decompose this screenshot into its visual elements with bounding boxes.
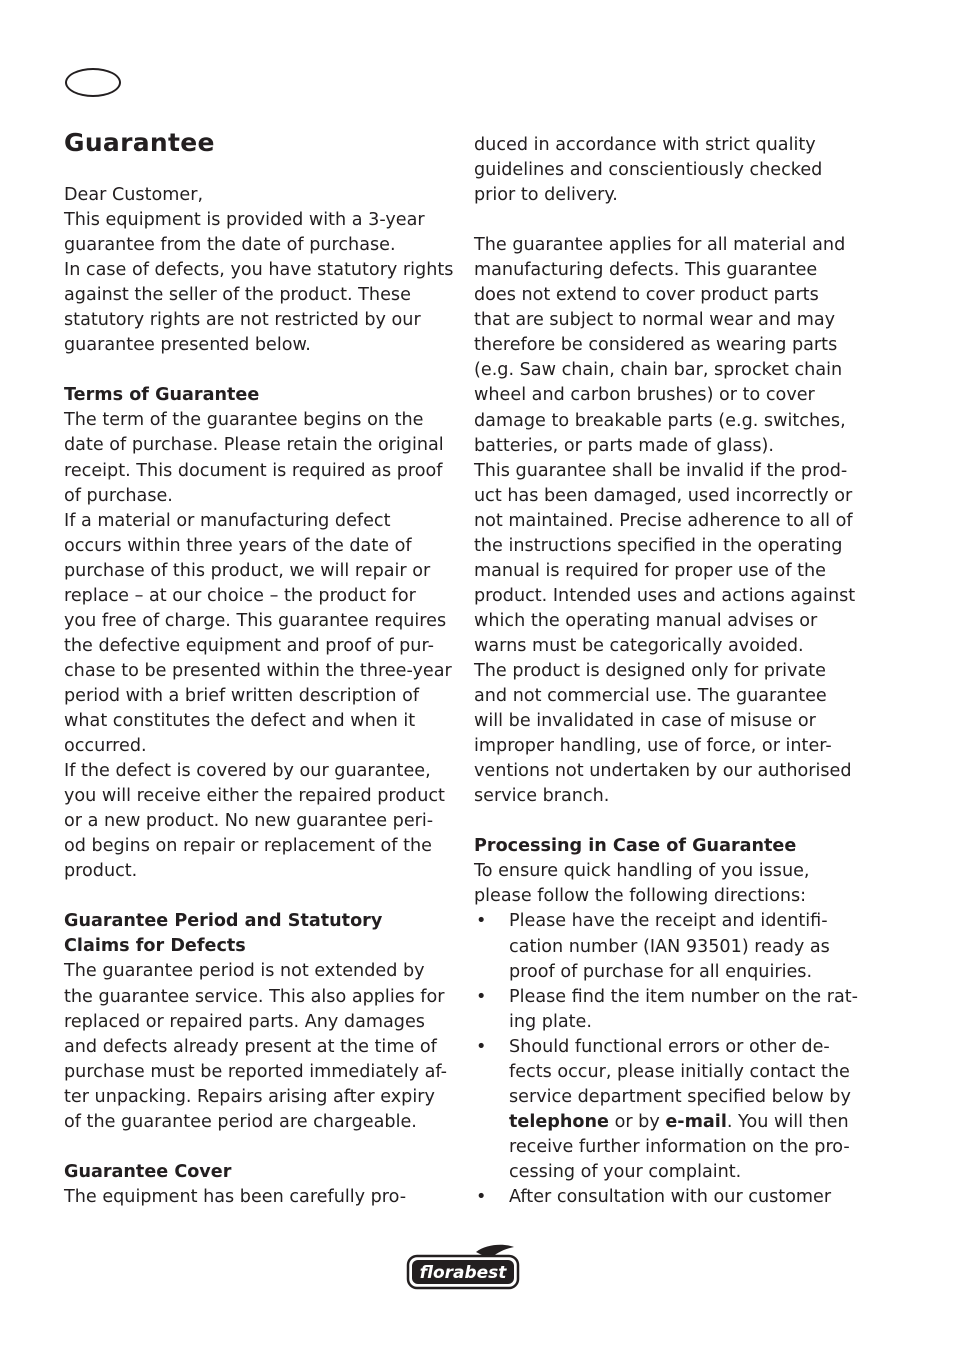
applies-line: (e.g. Saw chain, chain bar, sprocket chain xyxy=(474,360,843,381)
applies-line: not maintained. Precise adherence to all of xyxy=(474,510,853,531)
applies-line: will be invalidated in case of misuse or xyxy=(474,711,816,732)
processing-line: To ensure quick handling of you issue, xyxy=(474,861,810,882)
list-item-line: service department specified below by xyxy=(509,1086,851,1107)
list-item-line: • Should functional errors or other de- xyxy=(509,1036,830,1057)
right-column xyxy=(474,133,866,1210)
applies-line: ventions not undertaken by our authorised xyxy=(474,761,852,782)
florabest-logo xyxy=(406,1244,520,1290)
terms-line: od begins on repair or replacement of the xyxy=(64,836,432,857)
intro-line: Dear Customer, xyxy=(64,185,204,205)
list-item xyxy=(474,1185,866,1210)
list-item-line: fects occur, please initially contact the xyxy=(509,1061,850,1082)
intro-line: against the seller of the product. These xyxy=(64,285,411,306)
list-item-line: cessing of your complaint. xyxy=(509,1161,742,1182)
cover-heading: Guarantee Cover xyxy=(64,1161,232,1182)
terms-line: purchase of this product, we will repair or xyxy=(64,560,431,581)
period-heading: Claims for Defects xyxy=(64,936,246,957)
applies-line: The product is designed only for private xyxy=(474,660,826,681)
terms-line: you will receive either the repaired product xyxy=(64,786,445,807)
terms-line: you free of charge. This guarantee requires xyxy=(64,610,447,631)
period-line: and defects already present at the time of xyxy=(64,1036,437,1057)
terms-line: The term of the guarantee begins on the xyxy=(64,410,424,431)
list-item-line: proof of purchase for all enquiries. xyxy=(509,961,813,982)
intro-line: guarantee presented below. xyxy=(64,335,311,356)
terms-line: period with a brief written description of xyxy=(64,685,420,706)
list-item-line: cation number (IAN 93501) ready as xyxy=(509,936,830,957)
period-line: the guarantee service. This also applies for xyxy=(64,986,445,1007)
applies-line: uct has been damaged, used incorrectly or xyxy=(474,485,853,506)
list-item xyxy=(474,985,866,1035)
terms-line: occurs within three years of the date of xyxy=(64,535,412,556)
terms-line: replace – at our choice – the product for xyxy=(64,585,416,606)
terms-line: product. xyxy=(64,861,138,882)
cover-cont-line: prior to delivery. xyxy=(474,185,618,206)
applies-line: manufacturing defects. This guarantee xyxy=(474,260,818,281)
list-item-line: • After consultation with our customer xyxy=(509,1186,832,1207)
terms-line: If the defect is covered by our guarantee, xyxy=(64,761,431,782)
processing-line: please follow the following directions: xyxy=(474,886,807,907)
period-heading: Guarantee Period and Statutory xyxy=(64,911,383,932)
terms-line: receipt. This document is required as proof xyxy=(64,460,443,481)
applies-line: does not extend to cover product parts xyxy=(474,285,819,306)
left-column xyxy=(64,183,456,1210)
applies-line: This guarantee shall be invalid if the prod- xyxy=(474,460,848,481)
applies-line: The guarantee applies for all material and xyxy=(474,235,846,256)
applies-line: manual is required for proper use of the xyxy=(474,560,826,581)
intro-line: This equipment is provided with a 3-year xyxy=(64,210,425,231)
period-line: The guarantee period is not extended by xyxy=(64,961,425,982)
terms-heading: Terms of Guarantee xyxy=(64,385,260,406)
cover-cont-line: guidelines and conscientiously checked xyxy=(474,160,823,181)
intro-line: In case of defects, you have statutory rights xyxy=(64,260,454,281)
cover-line: The equipment has been carefully pro- xyxy=(64,1186,407,1207)
applies-line: that are subject to normal wear and may xyxy=(474,310,836,331)
directions-list xyxy=(474,909,866,1210)
applies-line: product. Intended uses and actions against xyxy=(474,585,856,606)
telephone-emphasis: telephone xyxy=(509,1111,609,1132)
list-item-line xyxy=(509,1110,866,1135)
terms-line: the defective equipment and proof of pur- xyxy=(64,635,434,656)
logo-wordmark: florabest xyxy=(419,1263,507,1283)
terms-line: what constitutes the defect and when it xyxy=(64,710,416,731)
applies-line: batteries, or parts made of glass). xyxy=(474,435,774,456)
list-item xyxy=(474,909,866,984)
applies-line: therefore be considered as wearing parts xyxy=(474,335,838,356)
applies-line: service branch. xyxy=(474,786,610,807)
list-item-line: • Please have the receipt and identifi- xyxy=(509,911,828,932)
text-fragment: . You will then xyxy=(726,1111,849,1132)
list-item-line: receive further information on the pro- xyxy=(509,1136,850,1157)
intro-line: guarantee from the date of purchase. xyxy=(64,235,396,256)
period-line: of the guarantee period are chargeable. xyxy=(64,1111,417,1132)
applies-line: and not commercial use. The guarantee xyxy=(474,686,827,707)
terms-line: occurred. xyxy=(64,736,147,757)
list-item-line: ing plate. xyxy=(509,1011,592,1032)
language-marker-oval xyxy=(65,68,121,97)
email-emphasis: e-mail xyxy=(665,1111,727,1132)
list-item-line: • Please find the item number on the rat- xyxy=(509,986,858,1007)
applies-line: the instructions specified in the operating xyxy=(474,535,843,556)
applies-line: damage to breakable parts (e.g. switches, xyxy=(474,410,846,431)
processing-heading: Processing in Case of Guarantee xyxy=(474,836,797,857)
terms-line: of purchase. xyxy=(64,485,173,506)
applies-line: wheel and carbon brushes) or to cover xyxy=(474,385,815,406)
applies-line: which the operating manual advises or xyxy=(474,610,818,631)
terms-line: If a material or manufacturing defect xyxy=(64,510,391,531)
terms-line: or a new product. No new guarantee peri- xyxy=(64,811,434,832)
applies-line: improper handling, use of force, or inter- xyxy=(474,736,832,757)
applies-line: warns must be categorically avoided. xyxy=(474,635,804,656)
period-line: purchase must be reported immediately af- xyxy=(64,1061,448,1082)
page-title: Guarantee xyxy=(64,128,215,157)
text-fragment: or by xyxy=(608,1111,666,1132)
intro-line: statutory rights are not restricted by our xyxy=(64,310,421,331)
cover-cont-line: duced in accordance with strict quality xyxy=(474,135,816,155)
terms-line: date of purchase. Please retain the original xyxy=(64,435,444,456)
period-line: ter unpacking. Repairs arising after expiry xyxy=(64,1086,435,1107)
terms-line: chase to be presented within the three-year xyxy=(64,660,452,681)
list-item xyxy=(474,1035,866,1185)
period-line: replaced or repaired parts. Any damages xyxy=(64,1011,425,1032)
